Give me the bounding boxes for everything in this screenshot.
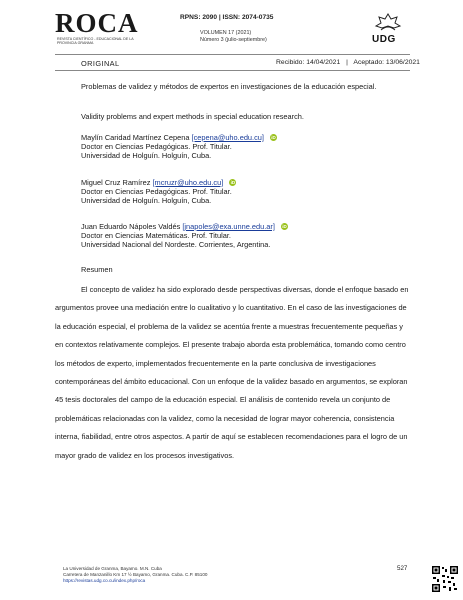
author-affiliation: Universidad Nacional del Nordeste. Corrientes, Argentina. (81, 240, 271, 249)
author-name: Miguel Cruz Ramírez (81, 178, 151, 187)
author-degree: Doctor en Ciencias Pedagógicas. Prof. Titular. (81, 187, 232, 196)
author-block (81, 222, 381, 249)
orcid-icon[interactable]: iD (230, 180, 236, 185)
section-label: ORIGINAL (81, 59, 120, 68)
orcid-icon[interactable]: iD (282, 224, 287, 229)
orcid-icon[interactable]: iD (271, 135, 276, 140)
author-affiliation: Universidad de Holguín. Holguín, Cuba. (81, 196, 212, 205)
author-email-link[interactable]: [mcruzr@uho.edu.cu] (152, 178, 224, 187)
university-logo-text: UDG (372, 34, 396, 45)
volume-info (200, 30, 267, 44)
page-number: 527 (397, 565, 408, 572)
footer-line: Carretera de Manzanillo Km 17 ½ Bayamo, Granma. Cuba. C.P. 85100 (63, 572, 208, 578)
author-degree: Doctor en Ciencias Matemáticas. Prof. Titular. (81, 231, 231, 240)
author-block (81, 178, 381, 205)
date-separator: | (346, 59, 348, 66)
qr-code-icon (431, 565, 459, 593)
header-divider (55, 54, 410, 55)
author-block (81, 133, 381, 160)
issn-line: RPNS: 2090 | ISSN: 2074-0735 (180, 14, 274, 21)
accepted-date: Aceptado: 13/06/2021 (353, 59, 420, 66)
author-email-link[interactable]: [jnapoles@exa.unne.edu.ar] (182, 222, 275, 231)
author-affiliation: Universidad de Holguín. Holguín, Cuba. (81, 151, 212, 160)
author-degree: Doctor en Ciencias Pedagógicas. Prof. Titular. (81, 142, 232, 151)
article-dates (276, 59, 420, 66)
volume: VOLUMEN 17 (2021) (200, 30, 252, 36)
abstract-text: El concepto de validez ha sido explorado desde perspectivas diversas, donde el enfoque basado en argumentos provee una mediación entre lo cualitativo y lo cuantitativo. En el caso de las investigaciones de la educación especial, el problema de la validez se acentúa frente a muestras frecuentemente pequeñas y en contextos relativamente complejos. El presente trabajo aborda esta problemática, tomando como centro los métodos de experto, implementados frecuentemente en la parte conclusiva de investigaciones contemporáneas del ámbito educacional. Con un enfoque de la validez basado en argumentos, se exploran 45 tesis doctorales del campo de la educación especial. El análisis de contenido revela un conjunto de problemáticas relacionadas con la validez, como la necesidad de lograr mayor coherencia, consistencia interna, fiabilidad, entre otros aspectos. A partir de aquí se establecen recomendaciones para el logro de un mayor grado de validez en los procesos investigativos. (55, 285, 409, 460)
footer-address (63, 566, 207, 585)
footer-line: La Universidad de Granma, Bayamo. M.N. Cuba (63, 566, 162, 571)
journal-url-link[interactable]: https://revistas.udg.co.cu/index.php/roca (63, 578, 146, 584)
article-title-es: Problemas de validez y métodos de expertos en investigaciones de la educación especial. (81, 82, 377, 91)
meta-divider (55, 70, 410, 71)
journal-subtitle: REVISTA CIENTÍFICO - EDUCACIONAL DE LA PROVINCIA GRANMA (57, 37, 134, 46)
received-date: Recibido: 14/04/2021 (276, 59, 341, 66)
issue-number: Número 3 (julio-septiembre) (200, 37, 267, 43)
journal-logo: ROCA (55, 8, 139, 38)
author-name: Juan Eduardo Nápoles Valdés (81, 222, 181, 231)
author-name: Maylín Caridad Martínez Cepena (81, 133, 190, 142)
abstract-heading: Resumen (81, 265, 113, 274)
article-title-en: Validity problems and expert methods in special education research. (81, 112, 304, 121)
author-email-link[interactable]: [cepena@uho.edu.cu] (191, 133, 264, 142)
